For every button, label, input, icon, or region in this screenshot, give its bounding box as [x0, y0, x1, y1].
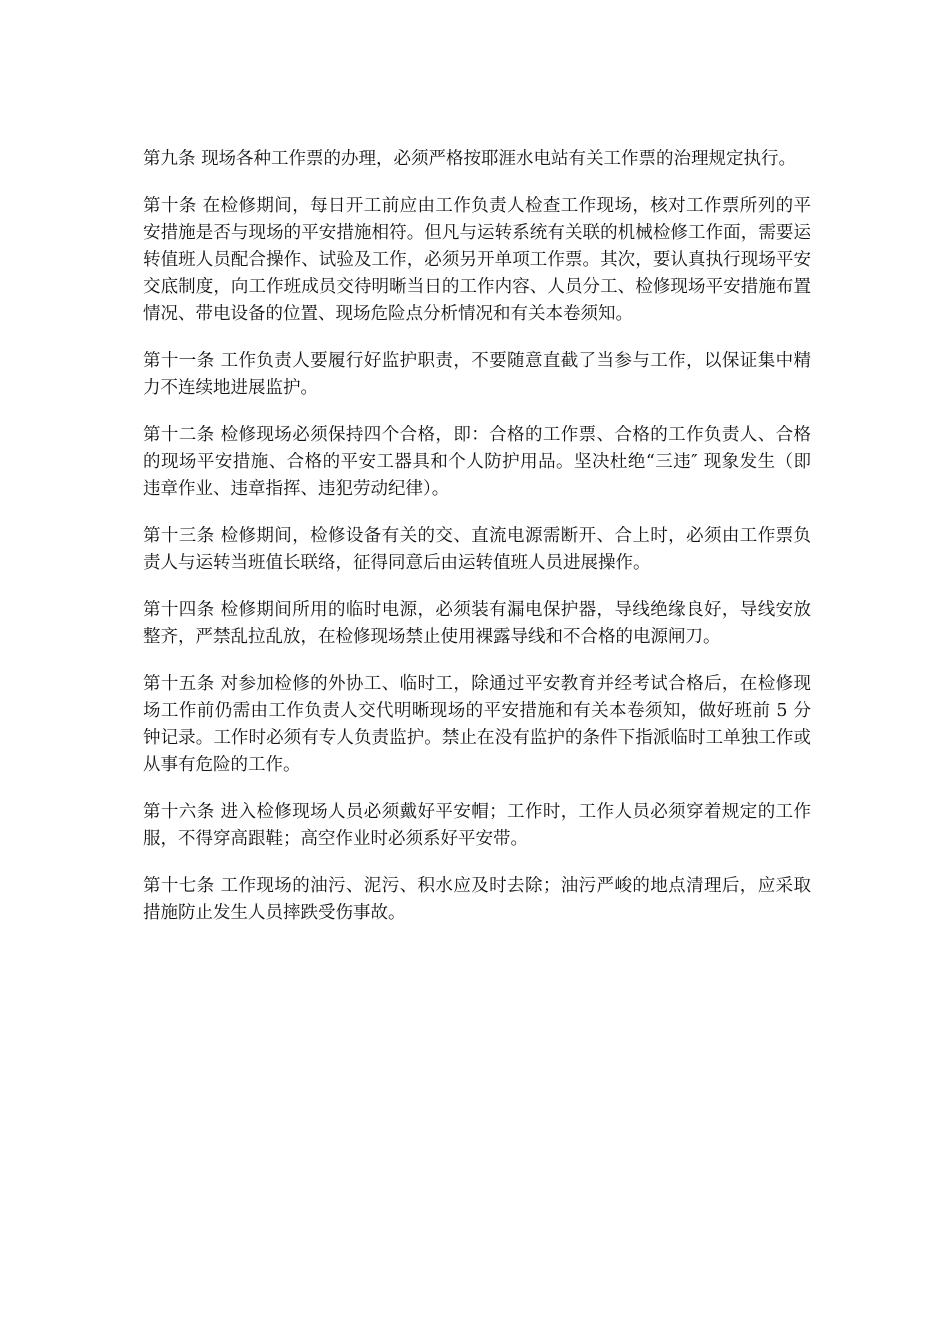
article-16-paragraph: 第十六条 进入检修现场人员必须戴好平安帽；工作时，工作人员必须穿着规定的工作服，不得穿高跟鞋；高空作业时必须系好平安带。 [143, 802, 811, 849]
article-11-paragraph: 第十一条 工作负责人要履行好监护职责，不要随意直截了当参与工作，以保证集中精力不连续地进展监护。 [143, 351, 811, 398]
article-17-paragraph: 第十七条 工作现场的油污、泥污、积水应及时去除；油污严峻的地点清理后，应采取措施防止发生人员摔跌受伤事故。 [143, 876, 811, 923]
article-12-paragraph: 第十二条 检修现场必须保持四个合格，即：合格的工作票、合格的工作负责人、合格的现场平安措施、合格的平安工器具和个人防护用品。坚决杜绝“三违″ 现象发生（即违章作业、违章指挥、违犯劳动纪律）。 [143, 425, 811, 499]
article-15-paragraph: 第十五条 对参加检修的外协工、临时工，除通过平安教育并经考试合格后，在检修现场工作前仍需由工作负责人交代明晰现场的平安措施和有关本卷须知，做好班前 5 分钟记录。工作时必须有专人负责监护。禁止在没有监护的条件下指派临时工单独工作或从事有危险的工作。 [143, 674, 811, 775]
article-10-paragraph: 第十条 在检修期间，每日开工前应由工作负责人检查工作现场，核对工作票所列的平安措施是否与现场的平安措施相符。但凡与运转系统有关联的机械检修工作面，需要运转值班人员配合操作、试验及工作，必须另开单项工作票。其次，要认真执行现场平安交底制度，向工作班成员交待明晰当日的工作内容、人员分工、检修现场平安措施布置情况、带电设备的位置、现场危险点分析情况和有关本卷须知。 [143, 196, 811, 324]
article-13-paragraph: 第十三条 检修期间，检修设备有关的交、直流电源需断开、合上时，必须由工作票负责人与运转当班值长联络，征得同意后由运转值班人员进展操作。 [143, 526, 811, 573]
article-9-paragraph: 第九条 现场各种工作票的办理，必须严格按耶涯水电站有关工作票的治理规定执行。 [143, 149, 797, 169]
document-body [143, 146, 811, 927]
article-14-paragraph: 第十四条 检修期间所用的临时电源，必须装有漏电保护器，导线绝缘良好，导线安放整齐，严禁乱拉乱放，在检修现场禁止使用裸露导线和不合格的电源闸刀。 [143, 600, 811, 647]
